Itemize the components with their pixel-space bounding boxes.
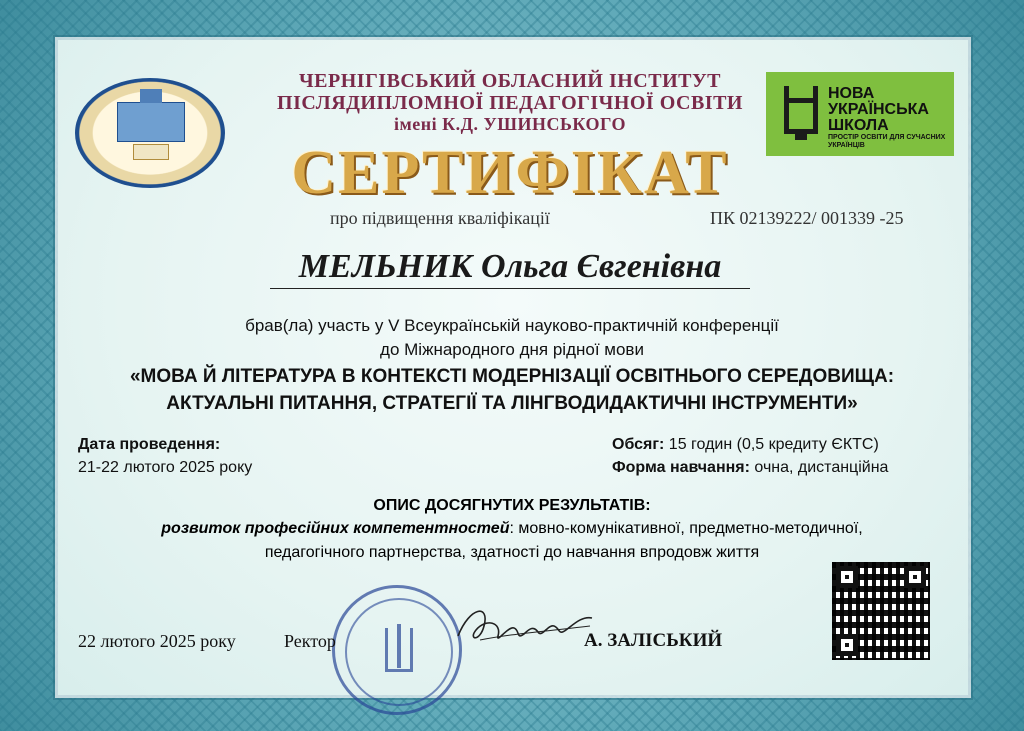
conference-title-line1: «МОВА Й ЛІТЕРАТУРА В КОНТЕКСТІ МОДЕРНІЗАЦІЇ ОСВІТНЬОГО СЕРЕДОВИЩА: xyxy=(129,366,895,387)
qr-code-icon[interactable] xyxy=(832,562,930,660)
institute-emblem-icon xyxy=(75,78,225,188)
registration-number: ПК 02139222/ 001339 -25 xyxy=(710,208,904,228)
certificate-subtitle: про підвищення кваліфікації xyxy=(330,208,550,228)
recipient-name: МЕЛЬНИК Ольга Євгенівна xyxy=(270,248,750,289)
results-line1 xyxy=(60,520,964,538)
results-emphasis: розвиток професійних компетентностей xyxy=(161,520,510,537)
book-icon xyxy=(133,144,169,160)
volume-value: 15 годин (0,5 кредиту ЄКТС) xyxy=(668,436,879,453)
conference-title-line2: АКТУАЛЬНІ ПИТАННЯ, СТРАТЕГІЇ ТА ЛІНГВОДИДАКТИЧНІ ІНСТРУМЕНТИ» xyxy=(166,393,858,414)
certificate-title: СЕРТИФІКАТ xyxy=(291,139,729,207)
qr-finder-top-left xyxy=(836,566,858,588)
nus-name-line2: УКРАЇНСЬКА xyxy=(828,101,929,118)
results-line1-rest: : мовно-комунікативної, предметно-методичної, xyxy=(509,520,863,537)
nus-logo-icon xyxy=(766,72,954,156)
date-value: 21-22 лютого 2025 року xyxy=(78,459,253,476)
date-label: Дата проведення: xyxy=(78,436,221,453)
nus-logo-name xyxy=(828,86,948,134)
results-label: ОПИС ДОСЯГНУТИХ РЕЗУЛЬТАТІВ: xyxy=(373,497,651,514)
qr-finder-bottom-left xyxy=(836,634,858,656)
institute-name-line3: імені К.Д. УШИНСЬКОГО xyxy=(393,114,627,134)
form-value: очна, дистанційна xyxy=(754,459,889,476)
signer-name: А. ЗАЛІСЬКИЙ xyxy=(584,630,723,651)
trident-icon xyxy=(385,628,413,672)
qr-finder-top-right xyxy=(904,566,926,588)
signer-role: Ректор xyxy=(284,631,336,651)
nus-mark-icon xyxy=(784,86,818,134)
nus-tagline: ПРОСТІР ОСВІТИ ДЛЯ СУЧАСНИХ УКРАЇНЦІВ xyxy=(828,134,946,149)
official-stamp-icon xyxy=(332,585,462,715)
handwritten-signature-icon xyxy=(450,596,600,656)
building-icon xyxy=(117,102,185,142)
volume-row xyxy=(612,436,879,454)
issue-date: 22 лютого 2025 року xyxy=(78,631,236,651)
participation-line1: брав(ла) участь у V Всеукраїнській науково-практичній конференції xyxy=(245,316,779,335)
form-row xyxy=(612,459,888,477)
institute-name-line2: ПІСЛЯДИПЛОМНОЇ ПЕДАГОГІЧНОЇ ОСВІТИ xyxy=(277,92,743,114)
nus-name-line1: НОВА xyxy=(828,85,875,102)
participation-line2: до Міжнародного дня рідної мови xyxy=(380,340,644,359)
form-label: Форма навчання: xyxy=(612,459,750,476)
volume-label: Обсяг: xyxy=(612,436,665,453)
institute-name-line1: ЧЕРНІГІВСЬКИЙ ОБЛАСНИЙ ІНСТИТУТ xyxy=(299,70,721,92)
results-line2: педагогічного партнерства, здатності до навчання впродовж життя xyxy=(264,544,760,561)
nus-name-line3: ШКОЛА xyxy=(828,117,889,134)
